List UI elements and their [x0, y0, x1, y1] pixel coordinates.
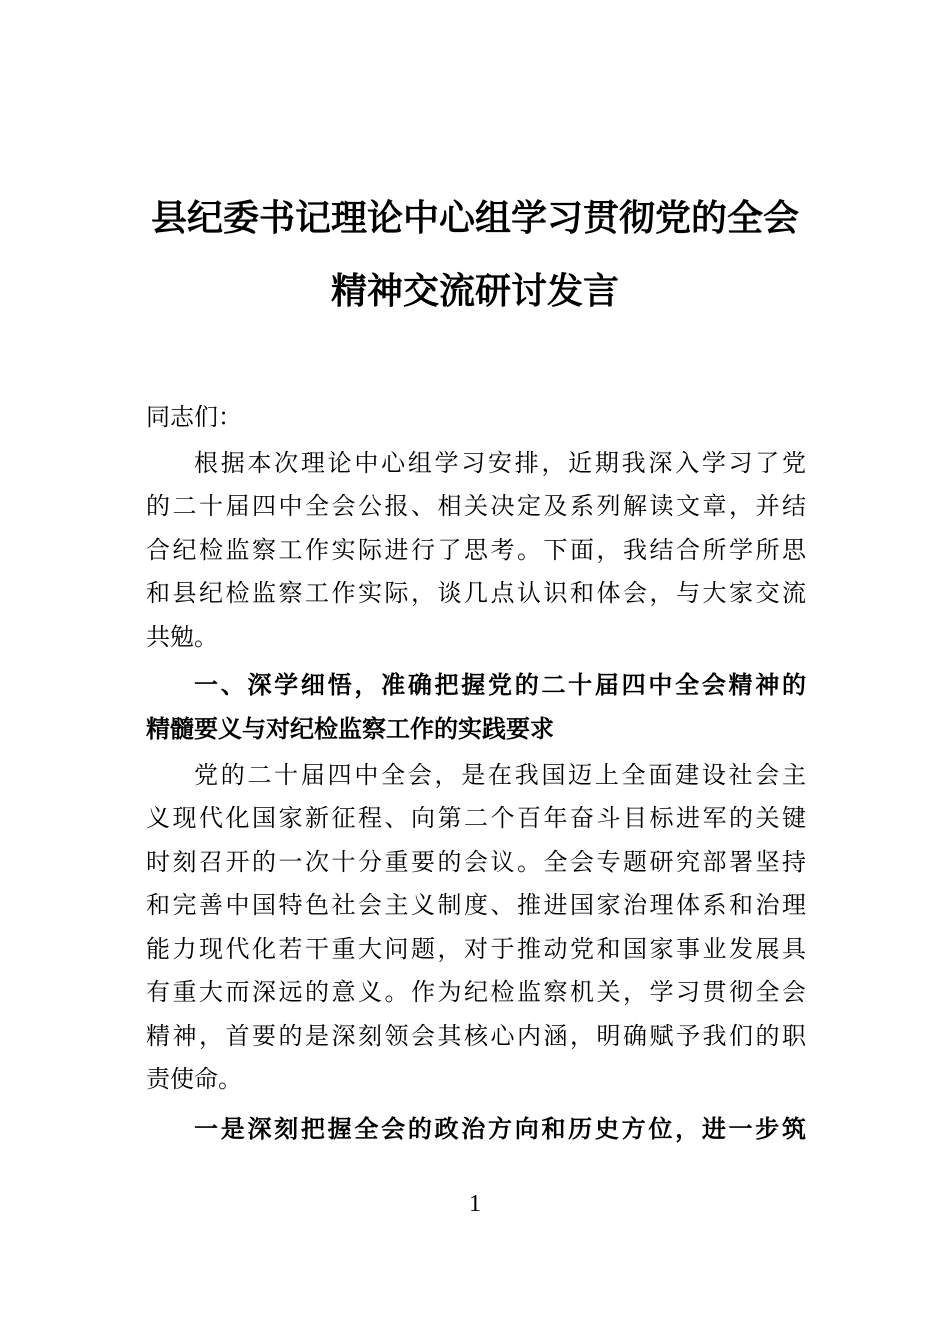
body-line: 时刻召开的一次十分重要的会议。全会专题研究部署坚持	[146, 848, 806, 876]
intro-line: 合纪检监察工作实际进行了思考。下面，我结合所学所思	[146, 536, 806, 564]
intro-line: 共勉。	[146, 623, 218, 651]
body-line: 党的二十届四中全会，是在我国迈上全面建设社会主	[194, 761, 806, 789]
body-line: 有重大而深远的意义。作为纪检监察机关，学习贯彻全会	[146, 978, 806, 1006]
document-title-line-2: 精神交流研讨发言	[330, 270, 619, 312]
section-heading-line: 一、深学细悟，准确把握党的二十届四中全会精神的	[194, 671, 806, 699]
greeting: 同志们：	[146, 403, 242, 431]
subheading-line: 一是深刻把握全会的政治方向和历史方位，进一步筑	[194, 1114, 806, 1143]
page-number: 1	[469, 1191, 481, 1217]
intro-line: 和县纪检监察工作实际，谈几点认识和体会，与大家交流	[146, 579, 806, 607]
body-line: 能力现代化若干重大问题，对于推动党和国家事业发展具	[146, 935, 806, 963]
document-title-line-1: 县纪委书记理论中心组学习贯彻党的全会	[150, 197, 799, 239]
intro-line: 根据本次理论中心组学习安排，近期我深入学习了党	[194, 449, 806, 477]
intro-line: 的二十届四中全会公报、相关决定及系列解读文章，并结	[146, 492, 806, 520]
body-line: 责使命。	[146, 1065, 242, 1093]
body-line: 义现代化国家新征程、向第二个百年奋斗目标进军的关键	[146, 804, 806, 832]
section-heading-line: 精髓要义与对纪检监察工作的实践要求	[146, 715, 554, 743]
body-line: 和完善中国特色社会主义制度、推进国家治理体系和治理	[146, 891, 806, 919]
body-line: 精神，首要的是深刻领会其核心内涵，明确赋予我们的职	[146, 1022, 806, 1050]
